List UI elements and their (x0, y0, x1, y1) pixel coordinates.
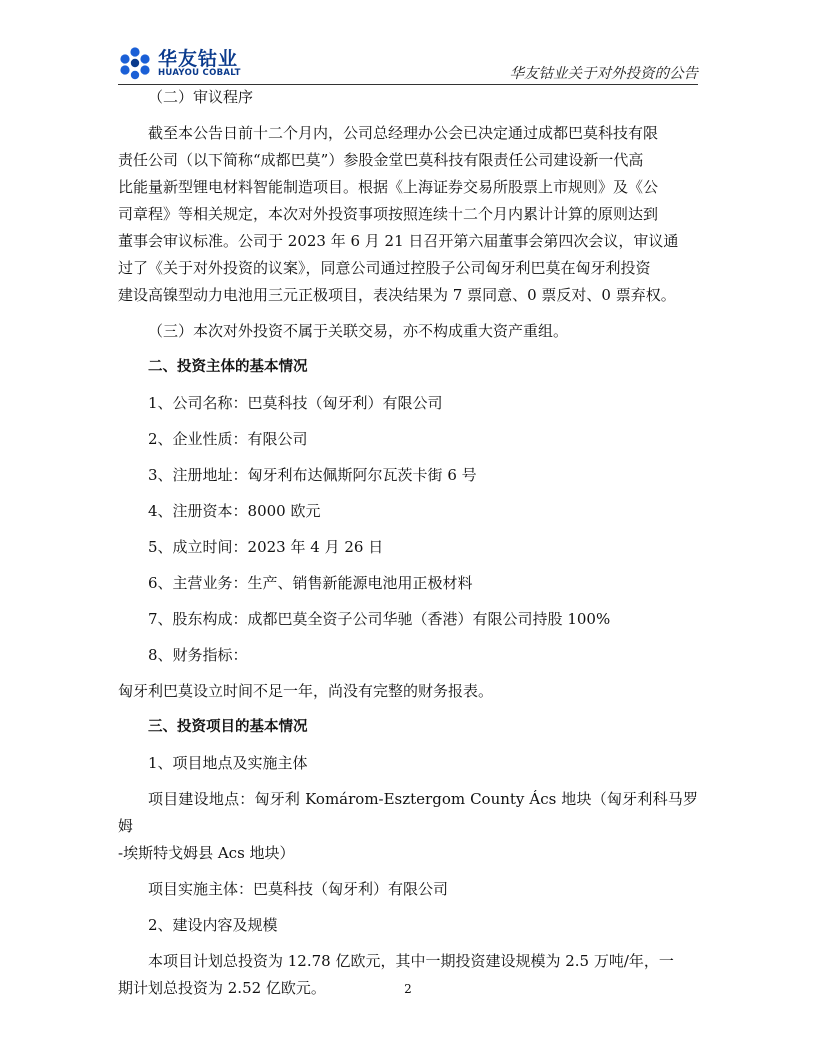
finance-note: 匈牙利巴莫设立时间不足一年，尚没有完整的财务报表。 (118, 682, 494, 700)
project-scale-line: 期计划总投资为 2.52 亿欧元。 (118, 979, 326, 997)
project-subheading-location: 1、项目地点及实施主体 (148, 754, 308, 772)
entity-info-list (118, 390, 698, 669)
header-title: 华友钴业关于对外投资的公告 (509, 66, 698, 82)
project-scale-line: 本项目计划总投资为 12.78 亿欧元，其中一期投资建设规模为 2.5 万吨/年，一 (148, 952, 674, 970)
project-subheading-scale: 2、建设内容及规模 (148, 916, 278, 934)
review-paragraph (118, 120, 698, 309)
entity-info-item: 2、企业性质：有限公司 (148, 430, 308, 448)
logo-chinese-text: 华友钴业 (158, 48, 239, 70)
entity-info-item: 6、主营业务：生产、销售新能源电池用正极材料 (148, 574, 473, 592)
review-line: 建设高镍型动力电池用三元正极项目，表决结果为 7 票同意、0 票反对、0 票弃权。 (118, 286, 676, 304)
page-number: 2 (404, 982, 412, 996)
review-subheading: （二）审议程序 (148, 88, 254, 106)
review-line: 责任公司（以下简称“成都巴莫”）参股金堂巴莫科技有限责任公司建设新一代高 (118, 151, 644, 169)
entity-info-item: 5、成立时间：2023 年 4 月 26 日 (148, 538, 384, 556)
related-transaction-note: （三）本次对外投资不属于关联交易，亦不构成重大资产重组。 (148, 322, 569, 340)
entity-info-item: 7、股东构成：成都巴莫全资子公司华驰（香港）有限公司持股 100% (148, 610, 611, 628)
review-line: 过了《关于对外投资的议案》，同意公司通过控股子公司匈牙利巴莫在匈牙利投资 (118, 259, 651, 277)
project-implementer: 项目实施主体：巴莫科技（匈牙利）有限公司 (148, 880, 449, 898)
logo-english-text: HUAYOU COBALT (158, 68, 241, 78)
entity-info-item: 3、注册地址：匈牙利布达佩斯阿尔瓦茨卡街 6 号 (148, 466, 477, 484)
entity-info-item: 4、注册资本：8000 欧元 (148, 502, 321, 520)
review-line: 董事会审议标准。公司于 2023 年 6 月 21 日召开第六届董事会第四次会议，审议通 (118, 232, 679, 250)
company-logo (118, 44, 258, 82)
project-location-line: 项目建设地点：匈牙利 Komárom-Esztergom County Ács 地块（匈牙利科马罗姆 (118, 790, 698, 835)
review-line: 截至本公告日前十二个月内，公司总经理办公会已决定通过成都巴莫科技有限 (148, 124, 659, 142)
document-body (118, 88, 698, 1002)
section-heading-entity: 二、投资主体的基本情况 (148, 359, 308, 375)
section-heading-project: 三、投资项目的基本情况 (148, 719, 308, 735)
page-header (118, 40, 698, 86)
huayou-logo-icon (118, 46, 152, 80)
review-line: 比能量新型锂电材料智能制造项目。根据《上海证券交易所股票上市规则》及《公 (118, 178, 659, 196)
entity-info-item: 1、公司名称：巴莫科技（匈牙利）有限公司 (148, 394, 443, 412)
entity-info-item: 8、财务指标： (148, 646, 248, 664)
project-location-line: -埃斯特戈姆县 Acs 地块） (118, 844, 295, 862)
review-line: 司章程》等相关规定，本次对外投资事项按照连续十二个月内累计计算的原则达到 (118, 205, 659, 223)
